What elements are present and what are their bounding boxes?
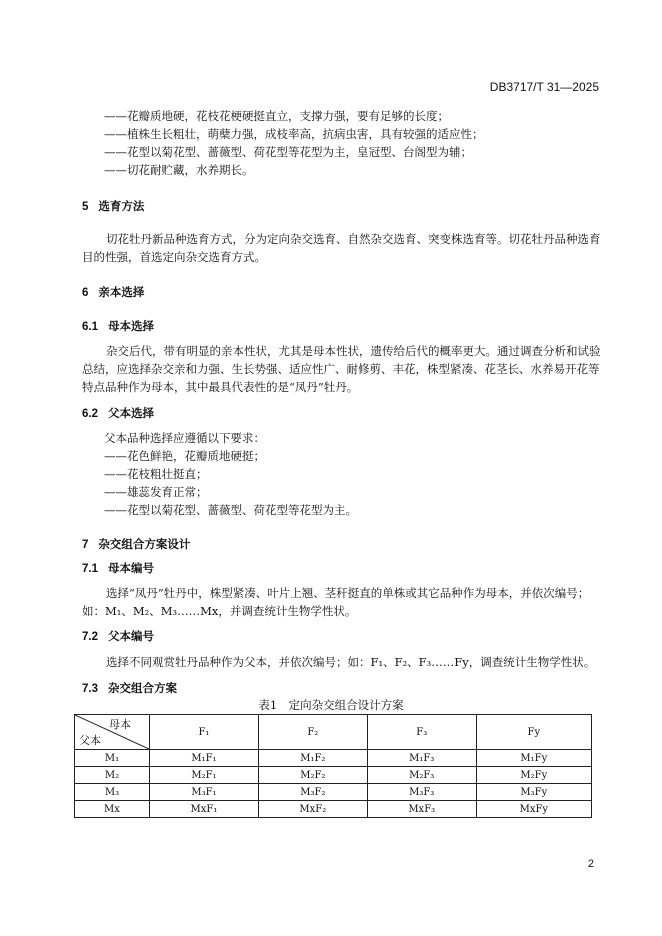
row-header: Mx	[75, 801, 150, 818]
paragraph-line: 如：M₁、M₂、M₃……Mx，并调查统计生物学性状。	[82, 604, 357, 618]
table-cell: M₃F₁	[150, 784, 259, 801]
section-7-heading	[82, 536, 190, 552]
section-title: 母本选择	[108, 319, 154, 333]
section-6-2-heading	[82, 405, 154, 421]
paragraph-line: 总结，应选择杂交亲和力强、生长势强、适应性广、耐修剪、丰花，株型紧凑、花茎长、水养易开花等	[82, 362, 600, 376]
table-cell: MxF₃	[367, 801, 476, 818]
section-title: 父本选择	[108, 406, 154, 420]
row-header: M₁	[75, 750, 150, 767]
section-title: 杂交组合方案设计	[98, 537, 191, 551]
section-6-1-paragraph	[82, 342, 600, 396]
list-item: ——花枝粗壮挺直；	[104, 467, 208, 481]
paragraph-line: 切花牡丹新品种选育方式，分为定向杂交选育、自然杂交选育、突变株选育等。切花牡丹品种选育	[106, 232, 601, 246]
table-corner-cell	[75, 715, 150, 750]
list-item: ——花色鲜艳，花瓣质地硬挺；	[104, 449, 265, 463]
section-number: 7	[82, 539, 89, 551]
paragraph-line: 特点品种作为母本，其中最具代表性的是“凤丹”牡丹。	[82, 380, 359, 394]
row-header: M₃	[75, 784, 150, 801]
section-5-paragraph	[82, 230, 600, 266]
section-title: 杂交组合方案	[108, 681, 177, 695]
section-title: 亲本选择	[98, 285, 145, 299]
table-row	[75, 767, 592, 784]
table-row	[75, 750, 592, 767]
section-7-1-paragraph	[82, 584, 600, 620]
table-cell: M₂F₂	[258, 767, 367, 784]
list-item: ——花瓣质地硬，花枝花梗硬挺直立，支撑力强，要有足够的长度；	[104, 109, 449, 123]
section-number: 5	[82, 201, 89, 213]
section-7-2-heading	[82, 628, 154, 644]
table-cell: MxF₁	[150, 801, 259, 818]
hybrid-combination-table	[74, 714, 592, 818]
section-6-2-intro: 父本品种选择应遵循以下要求：	[104, 431, 265, 445]
table-cell: MxF₂	[258, 801, 367, 818]
section-number: 6.1	[82, 321, 98, 333]
page-number: 2	[587, 858, 594, 870]
column-header: F₃	[367, 715, 476, 750]
standard-code: DB3717/T 31—2025	[489, 80, 599, 94]
list-item: ——植株生长粗壮，萌蘖力强，成枝率高，抗病虫害，具有较强的适应性；	[104, 127, 484, 141]
section-7-3-heading	[82, 680, 177, 696]
table-row	[75, 784, 592, 801]
section-5-heading	[82, 198, 144, 214]
table-cell: M₃F₂	[258, 784, 367, 801]
column-header: Fy	[476, 715, 591, 750]
list-item: ——切花耐贮藏，水养期长。	[104, 163, 254, 177]
section-7-2-paragraph	[82, 653, 600, 671]
section-number: 7.3	[82, 683, 98, 695]
paragraph-line: 选择“凤丹”牡丹中，株型紧凑、叶片上翘、茎秆挺直的单株或其它品种作为母本，并依次编号；	[106, 586, 590, 600]
section-6-heading	[82, 284, 144, 300]
table-cell: M₂F₃	[367, 767, 476, 784]
table-cell: M₁Fy	[476, 750, 591, 767]
section-title: 母本编号	[108, 561, 154, 575]
table-cell: M₁F₂	[258, 750, 367, 767]
table-header-row	[75, 715, 592, 750]
table-cell: M₂F₁	[150, 767, 259, 784]
list-item: ——雄蕊发育正常；	[104, 485, 208, 499]
row-header: M₂	[75, 767, 150, 784]
section-title: 选育方法	[98, 199, 145, 213]
corner-label-female: 母本	[109, 718, 131, 731]
paragraph-line: 目的性强，首选定向杂交选育方式。	[82, 250, 266, 264]
column-header: F₁	[150, 715, 259, 750]
list-item: ——花型以菊花型、蔷薇型、荷花型等花型为主。	[104, 503, 357, 517]
table-cell: M₁F₃	[367, 750, 476, 767]
section-number: 7.2	[82, 631, 98, 643]
section-number: 6.2	[82, 408, 98, 420]
table-cell: M₃Fy	[476, 784, 591, 801]
table-cell: M₂Fy	[476, 767, 591, 784]
table-caption: 表1 定向杂交组合设计方案	[258, 698, 404, 712]
corner-label-male: 父本	[79, 734, 101, 747]
section-number: 7.1	[82, 563, 98, 575]
table-cell: MxFy	[476, 801, 591, 818]
section-number: 6	[82, 287, 89, 299]
section-title: 父本编号	[108, 629, 154, 643]
table-cell: M₁F₁	[150, 750, 259, 767]
list-item: ——花型以菊花型、蔷薇型、荷花型等花型为主，皇冠型、台阁型为辅；	[104, 145, 472, 159]
column-header: F₂	[258, 715, 367, 750]
paragraph-line: 选择不同观赏牡丹品种作为父本，并依次编号；如：F₁、F₂、F₃……Fy，调查统计生物学性状。	[106, 655, 596, 669]
paragraph-line: 杂交后代，带有明显的亲本性状，尤其是母本性状，遗传给后代的概率更大。通过调查分析和试验	[106, 344, 601, 358]
table-row	[75, 801, 592, 818]
table-cell: M₃F₃	[367, 784, 476, 801]
section-6-1-heading	[82, 318, 154, 334]
section-7-1-heading	[82, 560, 154, 576]
